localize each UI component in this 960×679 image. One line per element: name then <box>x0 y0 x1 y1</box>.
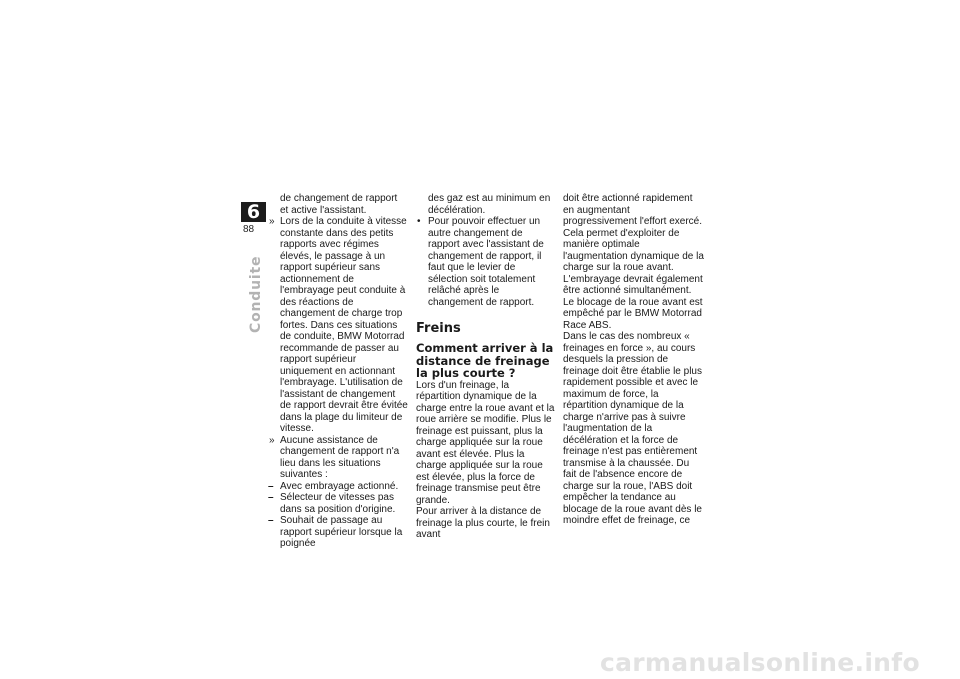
paragraph: Le blocage de la roue avant est empêché par le BMW Motorrad Race ABS. <box>563 296 703 331</box>
list-item <box>268 481 408 493</box>
chapter-number-badge: 6 <box>241 202 266 222</box>
text-column-3 <box>563 193 705 527</box>
list-item <box>268 515 408 550</box>
arrow-bullet-icon: » <box>269 434 275 446</box>
arrow-bullet-icon: » <box>269 216 275 227</box>
paragraph: Lors d'un freinage, la répartition dynamique de la charge entre la roue avant et la roue arrière se modifie. Plus le freinage est puissant, plus la charge appliquée sur la roue avant est élevée. Plus la charge appliquée sur la roue est élevée, plus la force de freinage transmise peut être grande. <box>416 379 555 506</box>
watermark-text: carmanualsonline.info <box>600 648 920 677</box>
subsection-heading: Comment arriver à la distance de freinage la plus courte ? <box>416 341 554 380</box>
dot-bullet-icon: • <box>417 216 421 227</box>
list-item-text: Avec embrayage actionné. <box>280 480 399 492</box>
dash-bullet-icon: – <box>268 515 274 526</box>
list-item-text: Aucune assistance de changement de rapport n'a lieu dans les situations suivantes : <box>280 434 400 480</box>
paragraph: Pour arriver à la distance de freinage la plus courte, le frein avant <box>416 506 550 540</box>
list-item <box>416 216 556 308</box>
list-item-text: Lors de la conduite à vitesse constante dans des petits rapports avec régimes élevés, le passage à un rapport supérieur sans actionnement de l'embrayage peut conduite à des réactions de changement de charge trop fortes. Dans ces situations de conduite, BMW Motorrad recommande de passer au rapport supérieur uniquement en actionnant l'embrayage. L'utilisation de l'assistant de changement de rapport devrait être évitée dans la plage du limiteur de vitesse. <box>280 216 408 434</box>
continued-bullet-text: de changement de rapport et active l'assistant. <box>280 193 398 216</box>
list-item <box>268 435 408 481</box>
paragraph: Dans le cas des nombreux « freinages en force », au cours desquels la pression de freinage doit être établie le plus rapidement possible et avec le maximum de force, la répartition dynamique de la charge n'arrive pas à suivre l'augmentation de la décélération et la force de freinage n'est pas entièrement transmise à la chaussée. Du fait de l'absence encore de charge sur la roue, l'ABS doit empêcher la tendance au blocage de la roue avant dès le moindre effet de freinage, ce <box>563 331 702 526</box>
list-item-text: Sélecteur de vitesses pas dans sa position d'origine. <box>280 492 396 515</box>
list-item <box>268 216 408 435</box>
paragraph: doit être actionné rapidement en augmentant progressivement l'effort exercé. Cela permet d'exploiter de manière optimale l'augmentation dynamique de la charge sur la roue avant. L'embrayage devrait également être actionné simultanément. <box>563 193 704 296</box>
chapter-title-vertical: Conduite <box>248 255 264 333</box>
dash-bullet-icon: – <box>268 480 274 492</box>
dash-bullet-icon: – <box>268 492 274 503</box>
list-item-text: Souhait de passage au rapport supérieur lorsque la poignée <box>280 515 403 549</box>
section-heading: Freins <box>416 321 461 336</box>
list-item-text: Pour pouvoir effectuer un autre changement de rapport avec l'assistant de changement de rapport, il faut que le levier de sélection soit totalement relâché après le changement de rapport. <box>428 216 544 308</box>
continued-list-text: des gaz est au minimum en décélération. <box>428 193 551 216</box>
text-column-1 <box>268 193 408 550</box>
page-number: 88 <box>243 224 255 235</box>
text-column-2 <box>416 193 556 541</box>
list-item <box>268 492 408 515</box>
